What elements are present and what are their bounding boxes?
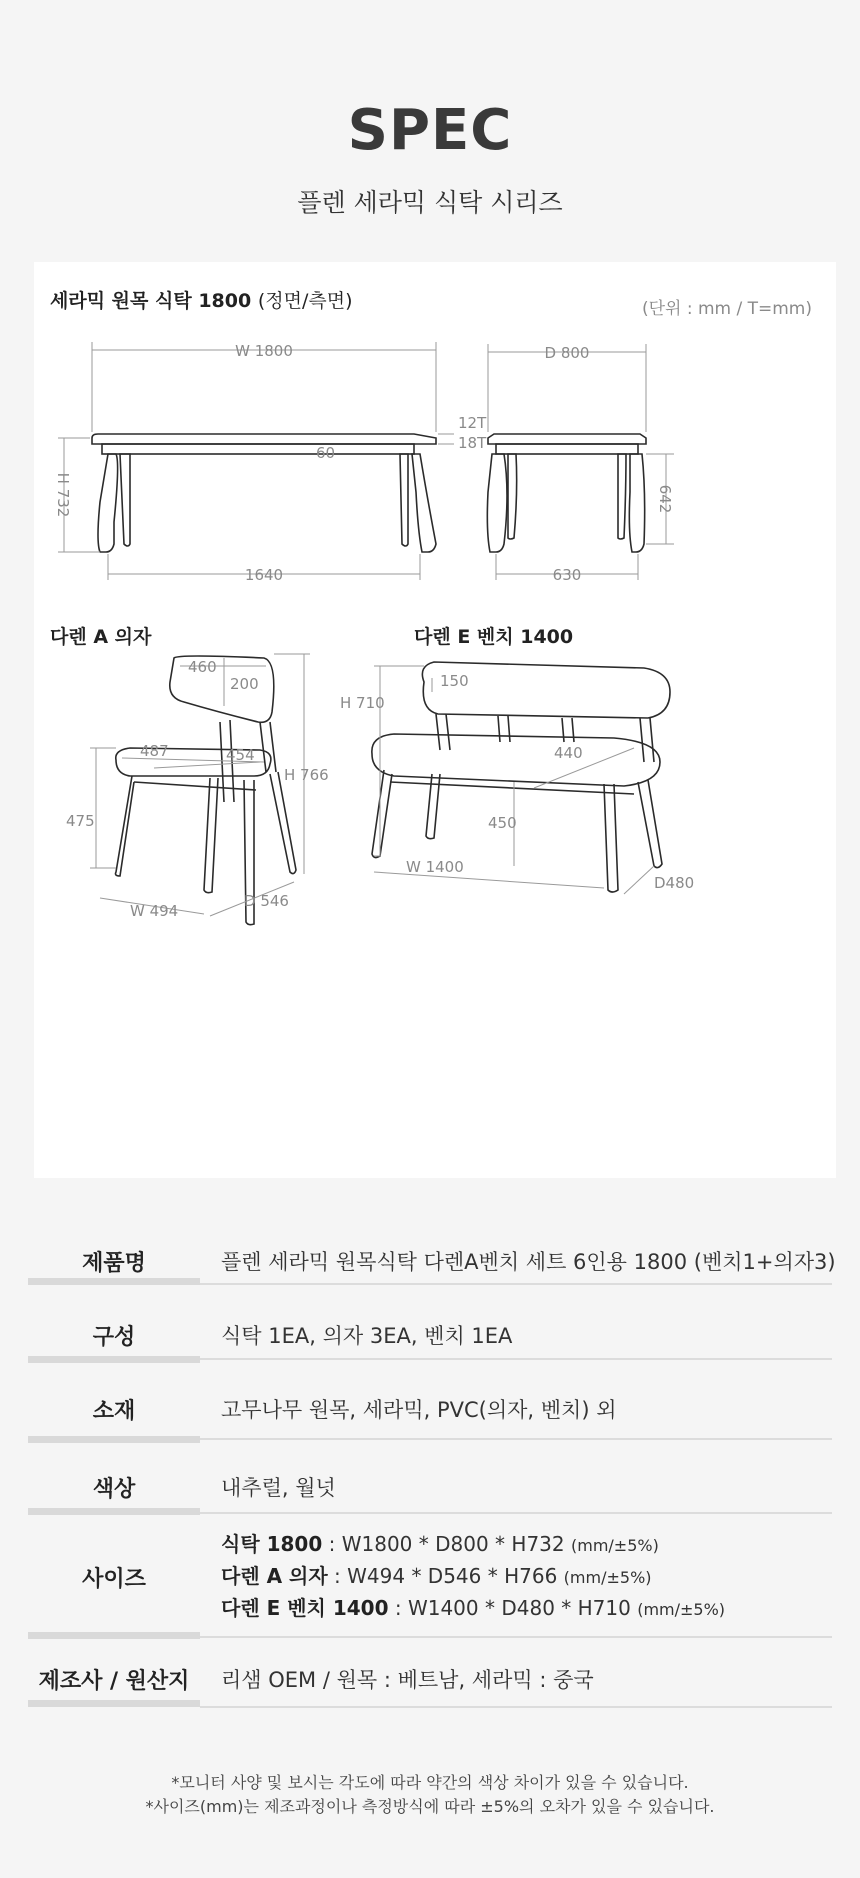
dim-leg-span-front: 1640 bbox=[244, 566, 284, 584]
spec-row-divider bbox=[200, 1283, 832, 1285]
spec-label-underline bbox=[28, 1356, 200, 1363]
dim-bench-depth: D480 bbox=[654, 874, 695, 892]
spec-label-composition: 구성 bbox=[92, 1325, 136, 1350]
dim-chair-seat-width: 487 bbox=[140, 742, 169, 760]
spec-row-divider bbox=[200, 1706, 832, 1708]
dim-apron: 60 bbox=[316, 444, 336, 462]
dim-table-height: H 732 bbox=[54, 472, 72, 518]
dim-chair-depth: D 546 bbox=[244, 892, 289, 910]
spec-row-product bbox=[28, 1238, 836, 1290]
dim-chair-back-width: 460 bbox=[188, 658, 217, 676]
spec-value-maker: 리샘 OEM / 원목 : 베트남, 세라믹 : 중국 bbox=[221, 1668, 594, 1692]
spec-label-maker: 제조사 / 원산지 bbox=[38, 1669, 190, 1694]
size-line-chair: 다렌 A 의자 : W494 * D546 * H766 (mm/±5%) bbox=[221, 1564, 652, 1588]
table-label-main: 세라믹 원목 식탁 1800 bbox=[50, 290, 252, 312]
dim-chair-seat-depth: 454 bbox=[226, 746, 255, 764]
table-label-sub: (정면/측면) bbox=[257, 290, 353, 312]
dim-bench-height: H 710 bbox=[340, 694, 385, 712]
footnote-size: *사이즈(mm)는 제조과정이나 측정방식에 따라 ±5%의 오차가 있을 수 있습니다. bbox=[145, 1797, 715, 1816]
spec-row-divider bbox=[200, 1358, 832, 1360]
spec-label-color: 색상 bbox=[92, 1477, 136, 1502]
spec-row-composition bbox=[28, 1314, 832, 1366]
chair-outline bbox=[116, 656, 297, 925]
dim-frame-thickness: 18T bbox=[458, 434, 487, 452]
spec-value-material: 고무나무 원목, 세라믹, PVC(의자, 벤치) 외 bbox=[221, 1398, 617, 1422]
dim-under-height: 642 bbox=[656, 484, 674, 514]
spec-label-product: 제품명 bbox=[82, 1251, 146, 1276]
page-title: SPEC bbox=[347, 98, 513, 163]
spec-row-divider bbox=[200, 1512, 832, 1514]
spec-label-underline bbox=[28, 1632, 200, 1639]
table-front-outline bbox=[92, 434, 436, 552]
size-line-table: 식탁 1800 : W1800 * D800 * H732 (mm/±5%) bbox=[221, 1532, 659, 1556]
spec-label-underline bbox=[28, 1436, 200, 1443]
chair-drawing-label: 다렌 A 의자 bbox=[50, 626, 152, 648]
spec-row-color bbox=[28, 1468, 832, 1520]
dim-top-thickness: 12T bbox=[458, 414, 487, 432]
technical-drawing bbox=[34, 262, 836, 1178]
spec-label-material: 소재 bbox=[92, 1399, 136, 1424]
dim-table-depth: D 800 bbox=[544, 344, 590, 362]
spec-row-divider bbox=[200, 1438, 832, 1440]
table-side-outline bbox=[487, 434, 646, 552]
size-line-bench: 다렌 E 벤치 1400 : W1400 * D480 * H710 (mm/±5%) bbox=[221, 1596, 726, 1620]
spec-value-size bbox=[221, 1528, 725, 1624]
spec-label-underline bbox=[28, 1700, 200, 1707]
spec-label-size: 사이즈 bbox=[82, 1567, 146, 1592]
dim-chair-width: W 494 bbox=[130, 902, 179, 920]
spec-row-divider bbox=[200, 1636, 832, 1638]
dim-leg-span-side: 630 bbox=[552, 566, 582, 584]
dim-bench-back-height: 150 bbox=[440, 672, 469, 690]
furniture-outlines bbox=[92, 434, 670, 925]
spec-label-underline bbox=[28, 1278, 200, 1285]
dim-bench-width: W 1400 bbox=[406, 858, 464, 876]
dim-chair-seat-height: 475 bbox=[66, 812, 95, 830]
spec-value-composition: 식탁 1EA, 의자 3EA, 벤치 1EA bbox=[221, 1324, 513, 1348]
spec-value-product: 플렌 세라믹 원목식탁 다렌A벤치 세트 6인용 1800 (벤치1+의자3) bbox=[221, 1250, 836, 1274]
dim-chair-back-height: 200 bbox=[230, 675, 259, 693]
spec-label-underline bbox=[28, 1508, 200, 1515]
dim-bench-seat-height: 450 bbox=[488, 814, 517, 832]
table-drawing-label bbox=[50, 286, 353, 313]
page-subtitle: 플렌 세라믹 식탁 시리즈 bbox=[297, 188, 563, 217]
dim-bench-seat-depth: 440 bbox=[554, 744, 583, 762]
bench-drawing-label: 다렌 E 벤치 1400 bbox=[414, 626, 574, 648]
dim-table-width: W 1800 bbox=[235, 342, 293, 360]
spec-row-size bbox=[28, 1522, 832, 1640]
footnote-color: *모니터 사양 및 보시는 각도에 따라 약간의 색상 차이가 있을 수 있습니다. bbox=[171, 1773, 689, 1792]
unit-note: (단위 : mm / T=mm) bbox=[641, 299, 812, 319]
spec-value-color: 내추럴, 월넛 bbox=[221, 1476, 336, 1500]
spec-row-material bbox=[28, 1388, 832, 1440]
drawing-panel bbox=[34, 262, 836, 1178]
spec-row-maker bbox=[28, 1660, 832, 1712]
dim-chair-height: H 766 bbox=[284, 766, 329, 784]
